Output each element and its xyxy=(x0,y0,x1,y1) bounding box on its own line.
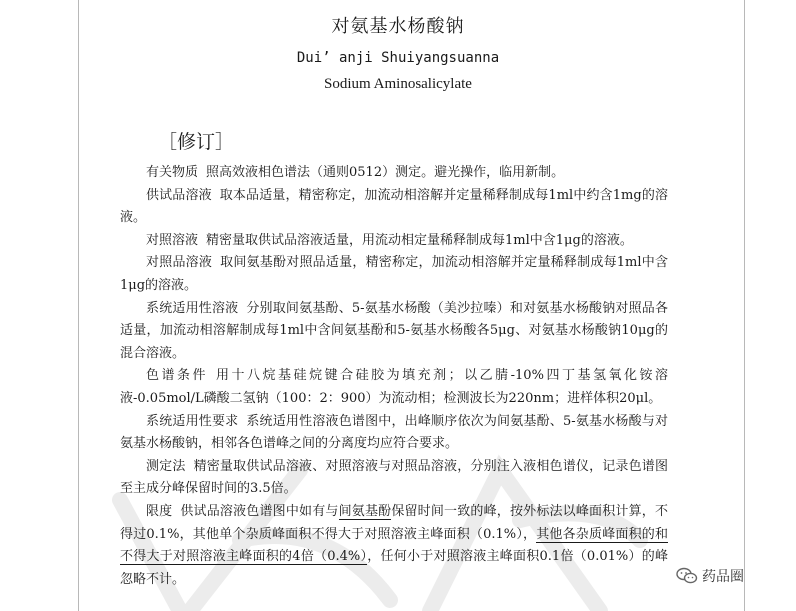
test-solution-text: 取本品适量，精密称定，加流动相溶解并定量稀释制成每1ml中约含1mg的溶液。 xyxy=(120,187,668,226)
related-substances-label: 有关物质 xyxy=(146,165,199,180)
system-suitability-solution-label: 系统适用性溶液 xyxy=(146,300,239,316)
procedure-label: 测定法 xyxy=(146,458,186,474)
test-solution-label: 供试品溶液 xyxy=(146,187,212,203)
procedure-text: 精密量取供试品溶液、对照溶液与对照品溶液，分别注入液相色谱仪，记录色谱图至主成分峰保留时间的3.5倍。 xyxy=(120,458,668,497)
system-suitability-requirements-text: 系统适用性溶液色谱图中，出峰顺序依次为间氨基酚、5-氨基水杨酸与对氨基水杨酸钠，相邻各色谱峰之间的分离度均应符合要求。 xyxy=(120,413,668,452)
page-title: 对氨基水杨酸钠 xyxy=(331,16,465,37)
paragraph-reference-substance-solution xyxy=(120,252,668,297)
limits-text-b: 保留时间一致的峰，按外标法以峰面积计算，不得过0.1%，其他单个杂质峰面积不得大于对照溶液主峰面积（0.1%）， xyxy=(120,503,668,542)
brand-name: 药品圈 xyxy=(702,569,744,585)
limits-underlined-total-impurities: 其他各杂质峰面积的和不得大于对照溶液主峰面积的4倍（0.4%） xyxy=(120,526,668,565)
paragraph-related-substances xyxy=(120,162,668,185)
paragraph-chromatographic-conditions xyxy=(120,365,668,410)
system-suitability-requirements-label: 系统适用性要求 xyxy=(146,413,239,429)
paragraph-system-suitability-requirements xyxy=(120,411,668,456)
reference-solution-text: 精密量取供试品溶液适量，用流动相定量稀释制成每1ml中含1μg的溶液。 xyxy=(206,232,633,248)
pinyin-title: Dui’ anji Shuiyangsuanna xyxy=(296,50,500,66)
limits-underlined-m-aminophenol: 间氨基酚 xyxy=(338,503,392,519)
reference-solution-label: 对照溶液 xyxy=(146,232,199,248)
paragraph-test-solution xyxy=(120,185,668,230)
paragraph-system-suitability-solution xyxy=(120,298,668,366)
wechat-chat-icon xyxy=(676,567,698,585)
paragraph-limits xyxy=(120,501,668,591)
english-title: Sodium Aminosalicylate xyxy=(324,76,472,92)
paragraph-reference-solution xyxy=(120,230,668,253)
limits-text-c: ，任何小于对照溶液主峰面积0.1倍（0.01%）的峰忽略不计。 xyxy=(120,549,668,587)
limits-text-a: 供试品溶液色谱图中如有与 xyxy=(180,503,339,519)
related-substances-text: 照高效液相色谱法（通则0512）测定。避光操作，临用新制。 xyxy=(206,165,565,180)
reference-substance-solution-label: 对照品溶液 xyxy=(146,255,213,271)
limits-label: 限度 xyxy=(146,503,173,519)
monograph-body xyxy=(120,162,668,591)
chromatographic-conditions-label: 色谱条件 xyxy=(146,368,209,384)
chromatographic-conditions-text: 用十八烷基硅烷键合硅胶为填充剂；以乙腈-10%四丁基氢氧化铵溶液-0.05mol/L磷酸二氢钠（100：2：900）为流动相；检测波长为220nm；进样体积20μl。 xyxy=(120,368,668,406)
revision-heading: ［修订］ xyxy=(158,131,235,153)
system-suitability-solution-text: 分别取间氨基酚、5-氨基水杨酸（美沙拉嗪）和对氨基水杨酸钠对照品各适量，加流动相溶解制成每1ml中含间氨基酚和5-氨基水杨酸各5μg、对氨基水杨酸钠10μg的混合溶液。 xyxy=(120,300,668,361)
paragraph-procedure xyxy=(120,456,668,501)
brand-watermark xyxy=(676,566,744,586)
reference-substance-solution-text: 取间氨基酚对照品适量，精密称定，加流动相溶解并定量稀释制成每1ml中含1μg的溶液。 xyxy=(120,255,668,293)
